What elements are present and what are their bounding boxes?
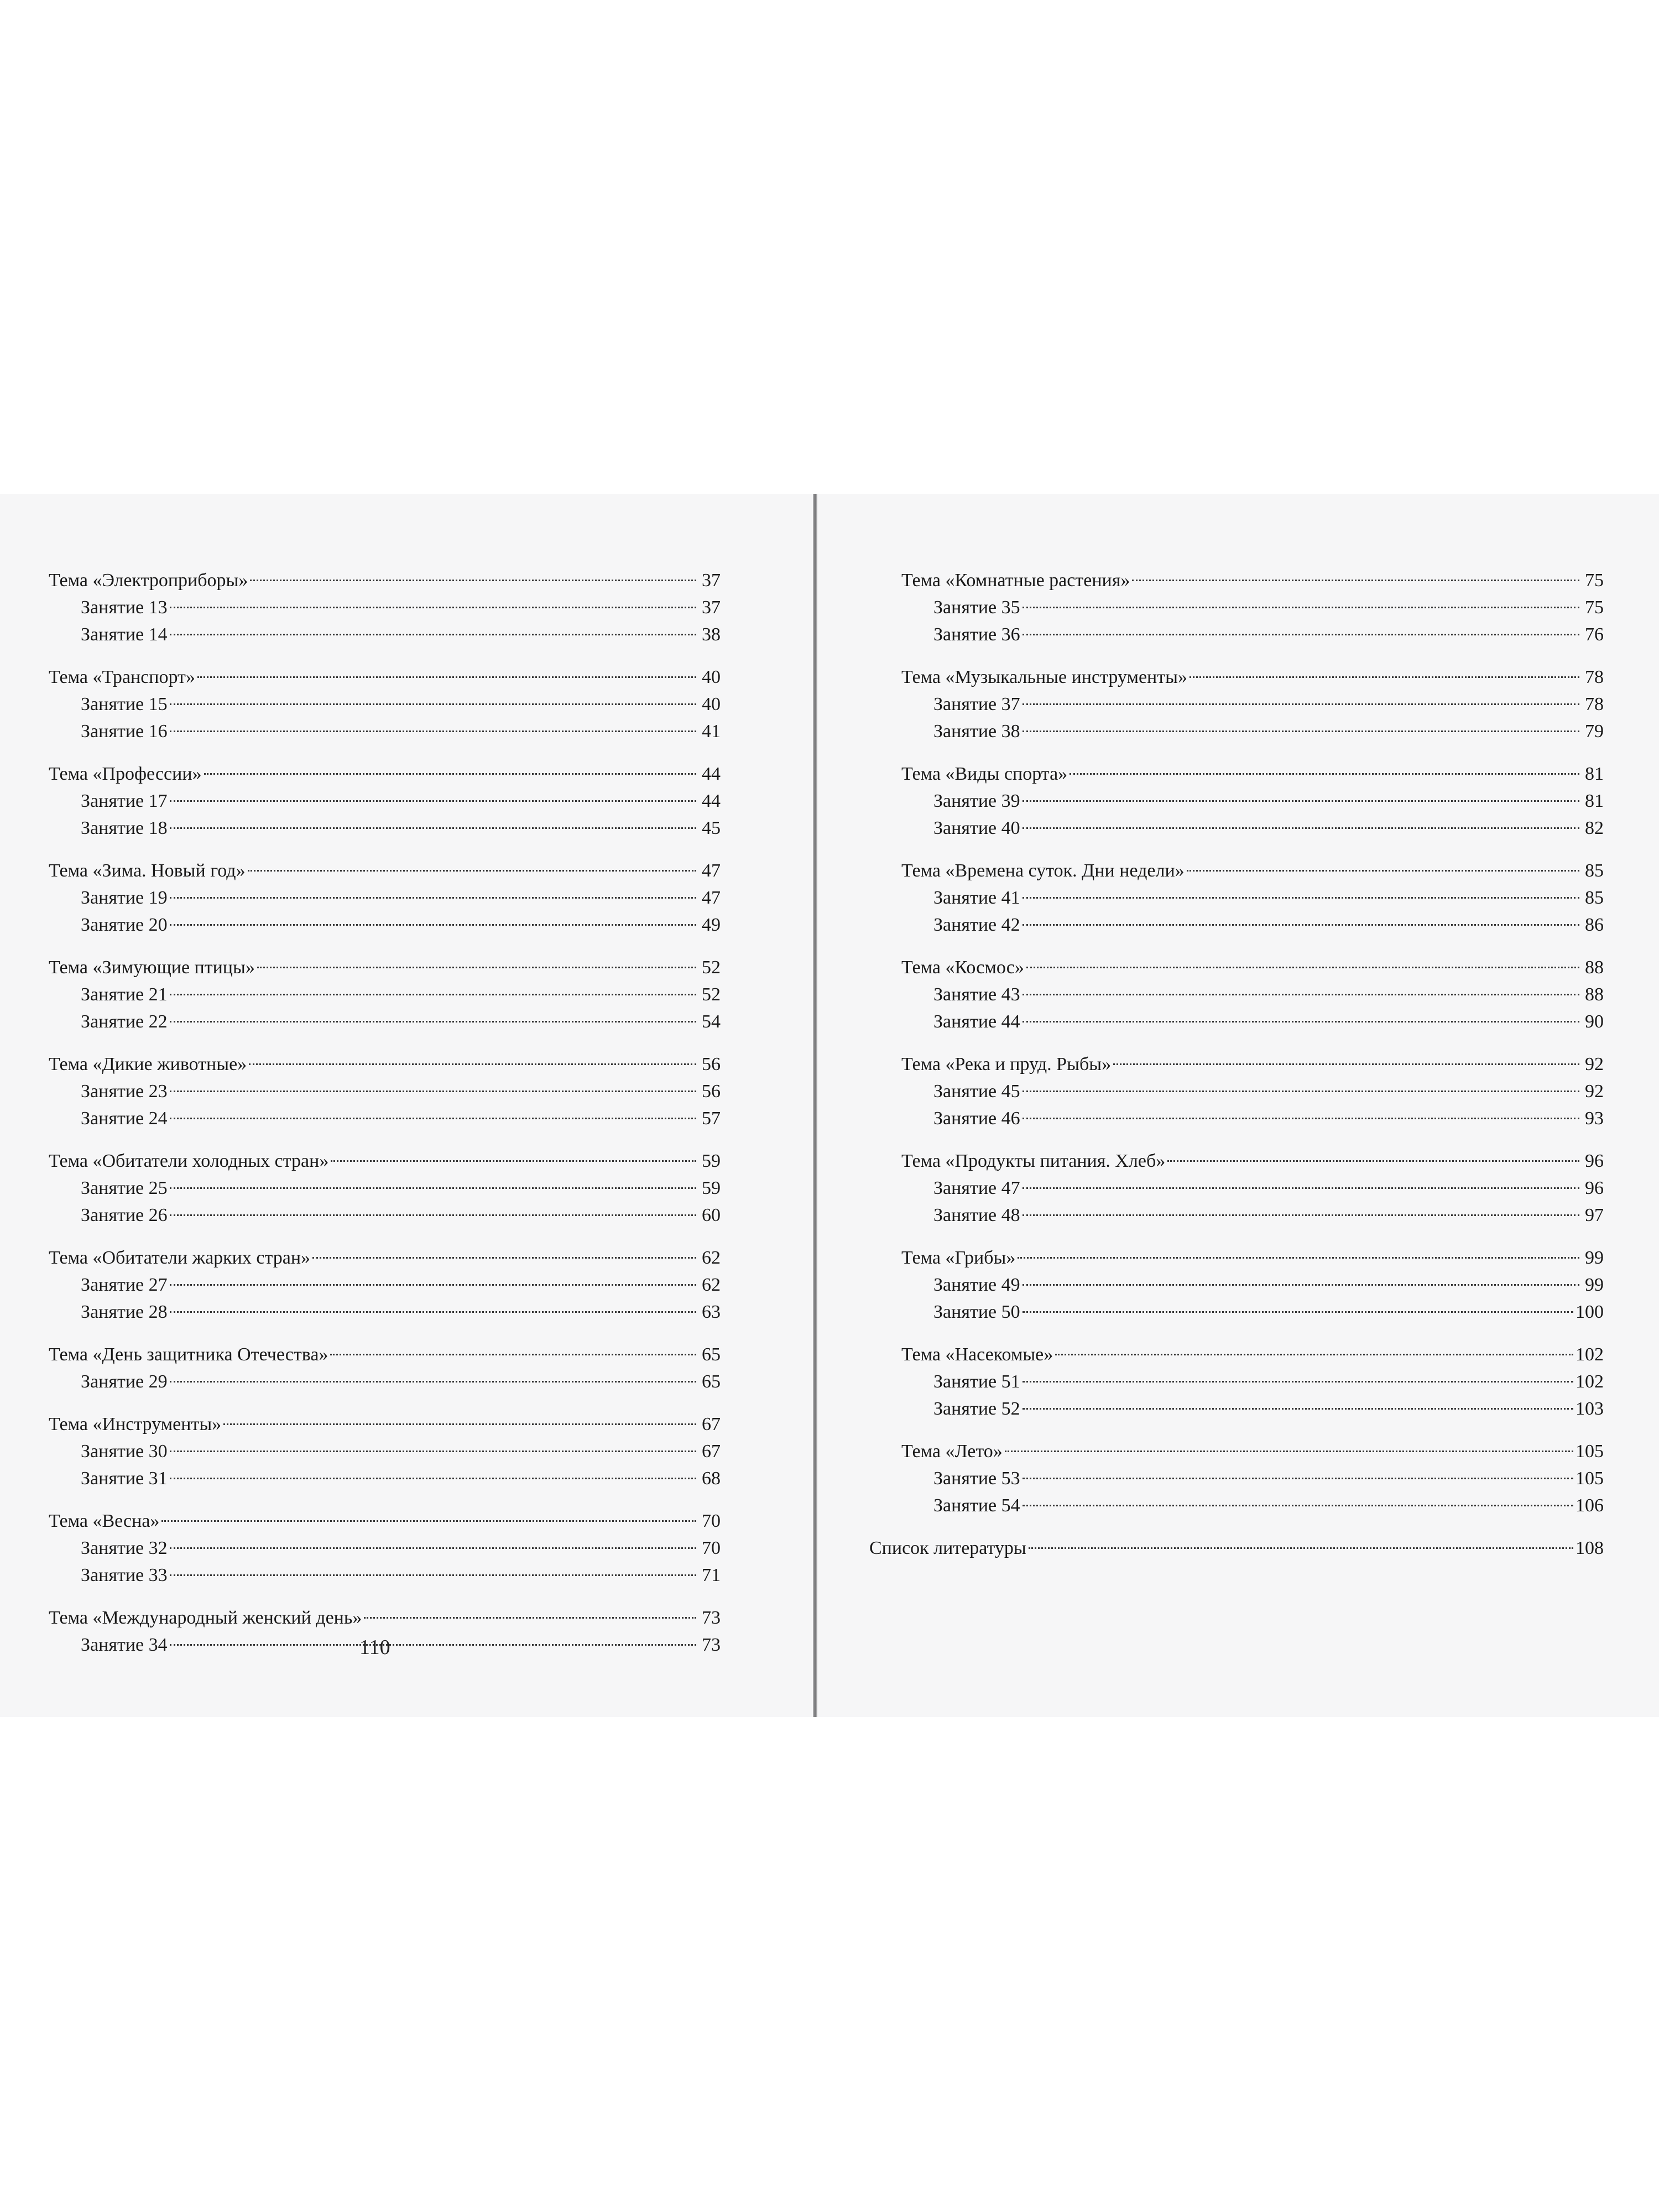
dot-leader	[364, 1617, 696, 1619]
toc-lesson	[901, 621, 1604, 648]
toc-lesson	[49, 787, 721, 815]
toc-lesson-page: 90	[1585, 1011, 1604, 1032]
toc-topic-page: 96	[1585, 1151, 1604, 1171]
toc-lesson-label: Занятие 20	[81, 915, 168, 935]
toc-topic-group	[901, 760, 1604, 842]
dot-leader	[1022, 1021, 1579, 1022]
toc-lesson-page: 97	[1585, 1205, 1604, 1225]
toc-topic-group	[901, 1341, 1604, 1422]
toc-lesson-page: 62	[702, 1275, 721, 1295]
toc-lesson-label: Занятие 21	[81, 984, 168, 1005]
toc-lesson	[49, 1271, 721, 1298]
dot-leader	[250, 580, 696, 581]
toc-topic-group	[49, 1244, 721, 1326]
toc-topic	[49, 1507, 721, 1535]
dot-leader	[170, 1381, 696, 1383]
dot-leader	[170, 1478, 696, 1479]
dot-leader	[1022, 1408, 1573, 1410]
toc-lesson	[49, 1535, 721, 1562]
dot-leader	[170, 1214, 696, 1216]
toc-lesson-label: Занятие 45	[933, 1081, 1020, 1102]
toc-topic-label: Тема «Весна»	[49, 1511, 160, 1531]
dot-leader	[1022, 607, 1579, 608]
toc-lesson	[901, 1175, 1604, 1202]
toc-lesson-page: 75	[1585, 597, 1604, 618]
toc-lesson-page: 67	[702, 1441, 721, 1462]
toc-lesson-page: 102	[1575, 1371, 1604, 1392]
dot-leader	[1022, 703, 1579, 705]
toc-lesson-page: 37	[702, 597, 721, 618]
toc-bibliography-page: 108	[1575, 1538, 1604, 1558]
toc-lesson-label: Занятие 42	[933, 915, 1020, 935]
toc-lesson	[901, 1395, 1604, 1422]
toc-topic-group	[49, 1147, 721, 1229]
toc-lesson	[901, 981, 1604, 1008]
toc-lesson-page: 93	[1585, 1108, 1604, 1129]
toc-topic-page: 81	[1585, 764, 1604, 784]
toc-topic-group	[901, 954, 1604, 1035]
dot-leader	[1022, 731, 1579, 732]
toc-lesson	[49, 691, 721, 718]
toc-topic-page: 88	[1585, 957, 1604, 978]
toc-topic	[901, 1147, 1604, 1175]
toc-topic-label: Тема «Грибы»	[901, 1248, 1016, 1268]
toc-topic-group	[49, 567, 721, 648]
dot-leader	[257, 967, 696, 968]
toc-topic	[901, 760, 1604, 787]
dot-leader	[170, 1118, 696, 1119]
toc-bibliography-label: Список литературы	[869, 1538, 1026, 1558]
dot-leader	[1022, 1118, 1579, 1119]
dot-leader	[1022, 1187, 1579, 1189]
dot-leader	[170, 994, 696, 995]
dot-leader	[1055, 1354, 1573, 1355]
dot-leader	[249, 1063, 696, 1065]
toc-topic	[901, 857, 1604, 884]
dot-leader	[1022, 1284, 1579, 1286]
toc-lesson	[49, 1175, 721, 1202]
toc-lesson-label: Занятие 38	[933, 721, 1020, 742]
toc-topic	[49, 1411, 721, 1438]
toc-topic-label: Тема «Обитатели жарких стран»	[49, 1248, 311, 1268]
toc-topic-group	[901, 857, 1604, 938]
toc-lesson	[901, 1271, 1604, 1298]
toc-lesson-label: Занятие 51	[933, 1371, 1020, 1392]
toc-topic-page: 78	[1585, 667, 1604, 687]
toc-lesson	[901, 1008, 1604, 1035]
dot-leader	[170, 1284, 696, 1286]
toc-topic-page: 85	[1585, 860, 1604, 881]
toc-lesson-label: Занятие 30	[81, 1441, 168, 1462]
toc-lesson-page: 82	[1585, 818, 1604, 838]
toc-topic	[49, 567, 721, 594]
toc-lesson-label: Занятие 36	[933, 624, 1020, 645]
toc-lesson	[901, 1078, 1604, 1105]
toc-lesson-page: 81	[1585, 791, 1604, 811]
toc-right-column	[869, 567, 1604, 1562]
toc-lesson-page: 92	[1585, 1081, 1604, 1102]
dot-leader	[1022, 1214, 1579, 1216]
toc-topic	[49, 857, 721, 884]
toc-lesson-page: 57	[702, 1108, 721, 1129]
toc-lesson-page: 63	[702, 1302, 721, 1322]
toc-topic	[49, 1244, 721, 1271]
toc-bibliography	[869, 1535, 1604, 1562]
toc-topic	[901, 1244, 1604, 1271]
dot-leader	[170, 731, 696, 732]
toc-lesson	[49, 981, 721, 1008]
toc-topic	[49, 954, 721, 981]
toc-topic-page: 99	[1585, 1248, 1604, 1268]
toc-lesson	[49, 1008, 721, 1035]
toc-lesson-label: Занятие 14	[81, 624, 168, 645]
toc-topic-group	[901, 1244, 1604, 1326]
toc-topic-label: Тема «Продукты питания. Хлеб»	[901, 1151, 1166, 1171]
toc-lesson-page: 71	[702, 1565, 721, 1585]
toc-lesson-label: Занятие 23	[81, 1081, 168, 1102]
dot-leader	[170, 1021, 696, 1022]
toc-topic-group	[49, 857, 721, 938]
toc-topic-group	[901, 664, 1604, 745]
toc-lesson-label: Занятие 13	[81, 597, 168, 618]
toc-topic-label: Тема «Лето»	[901, 1441, 1003, 1462]
toc-topic-page: 40	[702, 667, 721, 687]
toc-lesson	[901, 691, 1604, 718]
toc-topic-group	[49, 1341, 721, 1395]
dot-leader	[170, 1547, 696, 1549]
toc-topic-group	[901, 1438, 1604, 1519]
dot-leader	[1022, 1478, 1573, 1479]
toc-lesson-label: Занятие 26	[81, 1205, 168, 1225]
toc-left-column	[49, 567, 721, 1674]
toc-topic-page: 105	[1575, 1441, 1604, 1462]
toc-lesson-page: 40	[702, 694, 721, 714]
toc-lesson	[49, 1298, 721, 1326]
toc-lesson	[49, 1105, 721, 1132]
toc-lesson	[901, 1368, 1604, 1395]
dot-leader	[312, 1257, 696, 1259]
dot-leader	[170, 827, 696, 829]
toc-lesson-label: Занятие 25	[81, 1178, 168, 1198]
toc-lesson-label: Занятие 50	[933, 1302, 1020, 1322]
toc-lesson	[901, 1105, 1604, 1132]
toc-lesson-label: Занятие 53	[933, 1468, 1020, 1489]
dot-leader	[1022, 1381, 1573, 1383]
toc-topic	[901, 567, 1604, 594]
toc-lesson	[901, 718, 1604, 745]
toc-lesson-label: Занятие 29	[81, 1371, 168, 1392]
toc-topic-group	[49, 664, 721, 745]
dot-leader	[170, 607, 696, 608]
toc-lesson-page: 52	[702, 984, 721, 1005]
toc-lesson-page: 68	[702, 1468, 721, 1489]
dot-leader	[1029, 1547, 1573, 1549]
toc-lesson-page: 96	[1585, 1178, 1604, 1198]
toc-lesson-page: 70	[702, 1538, 721, 1558]
toc-topic	[901, 954, 1604, 981]
toc-topic-page: 47	[702, 860, 721, 881]
toc-lesson	[901, 1202, 1604, 1229]
toc-lesson-page: 85	[1585, 888, 1604, 908]
dot-leader	[170, 1187, 696, 1189]
toc-topic-label: Тема «Река и пруд. Рыбы»	[901, 1054, 1112, 1074]
toc-lesson-label: Занятие 49	[933, 1275, 1020, 1295]
toc-lesson-label: Занятие 24	[81, 1108, 168, 1129]
toc-lesson	[49, 884, 721, 911]
toc-lesson-label: Занятие 39	[933, 791, 1020, 811]
toc-lesson-page: 73	[702, 1635, 721, 1655]
dot-leader	[1132, 580, 1579, 581]
toc-topic-page: 75	[1585, 570, 1604, 591]
dot-leader	[170, 924, 696, 926]
dot-leader	[170, 1574, 696, 1576]
toc-topic	[49, 1147, 721, 1175]
dot-leader	[170, 703, 696, 705]
dot-leader	[170, 634, 696, 635]
dot-leader	[170, 1644, 696, 1646]
toc-lesson-page: 99	[1585, 1275, 1604, 1295]
toc-topic	[901, 664, 1604, 691]
toc-lesson-page: 56	[702, 1081, 721, 1102]
toc-lesson-label: Занятие 18	[81, 818, 168, 838]
toc-topic	[49, 664, 721, 691]
dot-leader	[1022, 1311, 1573, 1313]
toc-topic-label: Тема «Дикие животные»	[49, 1054, 247, 1074]
toc-lesson-page: 44	[702, 791, 721, 811]
toc-topic-group	[49, 954, 721, 1035]
dot-leader	[170, 1451, 696, 1452]
dot-leader	[1022, 924, 1579, 926]
toc-lesson-page: 105	[1575, 1468, 1604, 1489]
toc-topic	[49, 1051, 721, 1078]
toc-topic	[49, 760, 721, 787]
toc-lesson	[49, 1368, 721, 1395]
toc-topic-label: Тема «Профессии»	[49, 764, 202, 784]
toc-topic-label: Тема «Зима. Новый год»	[49, 860, 246, 881]
toc-lesson-page: 103	[1575, 1399, 1604, 1419]
toc-lesson	[901, 1492, 1604, 1519]
toc-lesson	[49, 1202, 721, 1229]
toc-lesson-label: Занятие 17	[81, 791, 168, 811]
toc-lesson-page: 88	[1585, 984, 1604, 1005]
toc-lesson-page: 65	[702, 1371, 721, 1392]
toc-topic-page: 37	[702, 570, 721, 591]
toc-lesson-label: Занятие 34	[81, 1635, 168, 1655]
toc-lesson	[901, 1298, 1604, 1326]
toc-lesson-label: Занятие 33	[81, 1565, 168, 1585]
toc-topic-label: Тема «Электроприборы»	[49, 570, 248, 591]
toc-lesson	[49, 815, 721, 842]
toc-topic-label: Тема «День защитника Отечества»	[49, 1344, 328, 1365]
toc-topic-label: Тема «Комнатные растения»	[901, 570, 1130, 591]
toc-lesson	[901, 1465, 1604, 1492]
toc-topic	[49, 1341, 721, 1368]
toc-topic-page: 73	[702, 1608, 721, 1628]
toc-topic	[901, 1051, 1604, 1078]
toc-lesson	[49, 911, 721, 938]
toc-lesson-label: Занятие 16	[81, 721, 168, 742]
dot-leader	[204, 773, 696, 775]
toc-topic-page: 44	[702, 764, 721, 784]
dot-leader	[1022, 1505, 1573, 1506]
toc-lesson	[49, 718, 721, 745]
dot-leader	[223, 1423, 696, 1425]
dot-leader	[1022, 994, 1579, 995]
dot-leader	[1070, 773, 1579, 775]
toc-lesson-label: Занятие 37	[933, 694, 1020, 714]
toc-lesson-label: Занятие 44	[933, 1011, 1020, 1032]
toc-lesson	[901, 594, 1604, 621]
toc-lesson	[901, 884, 1604, 911]
toc-lesson-label: Занятие 41	[933, 888, 1020, 908]
toc-topic-page: 70	[702, 1511, 721, 1531]
toc-lesson	[901, 787, 1604, 815]
toc-lesson	[901, 815, 1604, 842]
toc-lesson-page: 78	[1585, 694, 1604, 714]
toc-topic	[49, 1604, 721, 1631]
toc-topic-group	[901, 1051, 1604, 1132]
toc-topic	[901, 1341, 1604, 1368]
toc-lesson-page: 59	[702, 1178, 721, 1198]
toc-lesson-label: Занятие 15	[81, 694, 168, 714]
toc-lesson-label: Занятие 40	[933, 818, 1020, 838]
toc-lesson-label: Занятие 31	[81, 1468, 168, 1489]
toc-topic-label: Тема «Виды спорта»	[901, 764, 1068, 784]
dot-leader	[1022, 897, 1579, 899]
toc-topic-group	[49, 1507, 721, 1589]
dot-leader	[1187, 870, 1579, 872]
dot-leader	[1026, 967, 1579, 968]
dot-leader	[197, 676, 696, 678]
toc-topic-label: Тема «Музыкальные инструменты»	[901, 667, 1187, 687]
toc-lesson-page: 79	[1585, 721, 1604, 742]
toc-topic-page: 67	[702, 1414, 721, 1434]
toc-lesson-page: 86	[1585, 915, 1604, 935]
toc-lesson	[49, 1078, 721, 1105]
dot-leader	[1167, 1160, 1579, 1162]
toc-topic-label: Тема «Обитатели холодных стран»	[49, 1151, 329, 1171]
toc-lesson-label: Занятие 22	[81, 1011, 168, 1032]
toc-topic-page: 102	[1575, 1344, 1604, 1365]
toc-lesson	[49, 1438, 721, 1465]
toc-topic-label: Тема «Насекомые»	[901, 1344, 1053, 1365]
toc-lesson-label: Занятие 48	[933, 1205, 1020, 1225]
toc-lesson-page: 100	[1575, 1302, 1604, 1322]
toc-lesson-page: 60	[702, 1205, 721, 1225]
dot-leader	[248, 870, 696, 872]
toc-topic-page: 65	[702, 1344, 721, 1365]
toc-lesson-label: Занятие 19	[81, 888, 168, 908]
dot-leader	[330, 1354, 696, 1355]
page-number: 110	[359, 1636, 390, 1659]
book-gutter	[813, 494, 817, 1717]
toc-topic-group	[49, 760, 721, 842]
toc-topic-label: Тема «Международный женский день»	[49, 1608, 362, 1628]
toc-lesson-page: 54	[702, 1011, 721, 1032]
dot-leader	[1022, 800, 1579, 802]
toc-lesson-page: 76	[1585, 624, 1604, 645]
dot-leader	[1190, 676, 1579, 678]
toc-topic-label: Тема «Времена суток. Дни недели»	[901, 860, 1185, 881]
toc-lesson-page: 38	[702, 624, 721, 645]
toc-topic	[901, 1438, 1604, 1465]
toc-topic-label: Тема «Транспорт»	[49, 667, 195, 687]
toc-topic-group	[901, 1147, 1604, 1229]
toc-lesson-label: Занятие 46	[933, 1108, 1020, 1129]
toc-topic-page: 56	[702, 1054, 721, 1074]
toc-lesson	[49, 1562, 721, 1589]
dot-leader	[170, 897, 696, 899]
dot-leader	[161, 1520, 696, 1522]
toc-lesson	[49, 594, 721, 621]
toc-lesson-label: Занятие 28	[81, 1302, 168, 1322]
dot-leader	[1005, 1451, 1573, 1452]
toc-topic-page: 92	[1585, 1054, 1604, 1074]
toc-topic-label: Тема «Космос»	[901, 957, 1024, 978]
dot-leader	[170, 1311, 696, 1313]
dot-leader	[1018, 1257, 1579, 1259]
toc-topic-label: Тема «Зимующие птицы»	[49, 957, 255, 978]
toc-topic-group	[49, 1051, 721, 1132]
toc-lesson-label: Занятие 27	[81, 1275, 168, 1295]
dot-leader	[331, 1160, 696, 1162]
toc-lesson-page: 45	[702, 818, 721, 838]
toc-topic-group	[49, 1411, 721, 1492]
toc-topic-page: 52	[702, 957, 721, 978]
toc-topic-group	[901, 567, 1604, 648]
dot-leader	[170, 1091, 696, 1092]
toc-topic-page: 62	[702, 1248, 721, 1268]
toc-lesson	[901, 911, 1604, 938]
dot-leader	[1022, 634, 1579, 635]
toc-lesson-page: 41	[702, 721, 721, 742]
toc-topic-page: 59	[702, 1151, 721, 1171]
toc-topic-label: Тема «Инструменты»	[49, 1414, 222, 1434]
toc-lesson-label: Занятие 32	[81, 1538, 168, 1558]
toc-lesson-label: Занятие 52	[933, 1399, 1020, 1419]
dot-leader	[1022, 1091, 1579, 1092]
toc-lesson-page: 47	[702, 888, 721, 908]
toc-lesson-page: 106	[1575, 1495, 1604, 1516]
toc-lesson-label: Занятие 47	[933, 1178, 1020, 1198]
dot-leader	[170, 800, 696, 802]
toc-lesson	[49, 1465, 721, 1492]
dot-leader	[1113, 1063, 1579, 1065]
toc-lesson-page: 49	[702, 915, 721, 935]
toc-lesson-label: Занятие 43	[933, 984, 1020, 1005]
toc-lesson-label: Занятие 54	[933, 1495, 1020, 1516]
toc-lesson	[49, 621, 721, 648]
dot-leader	[1022, 827, 1579, 829]
toc-lesson-label: Занятие 35	[933, 597, 1020, 618]
